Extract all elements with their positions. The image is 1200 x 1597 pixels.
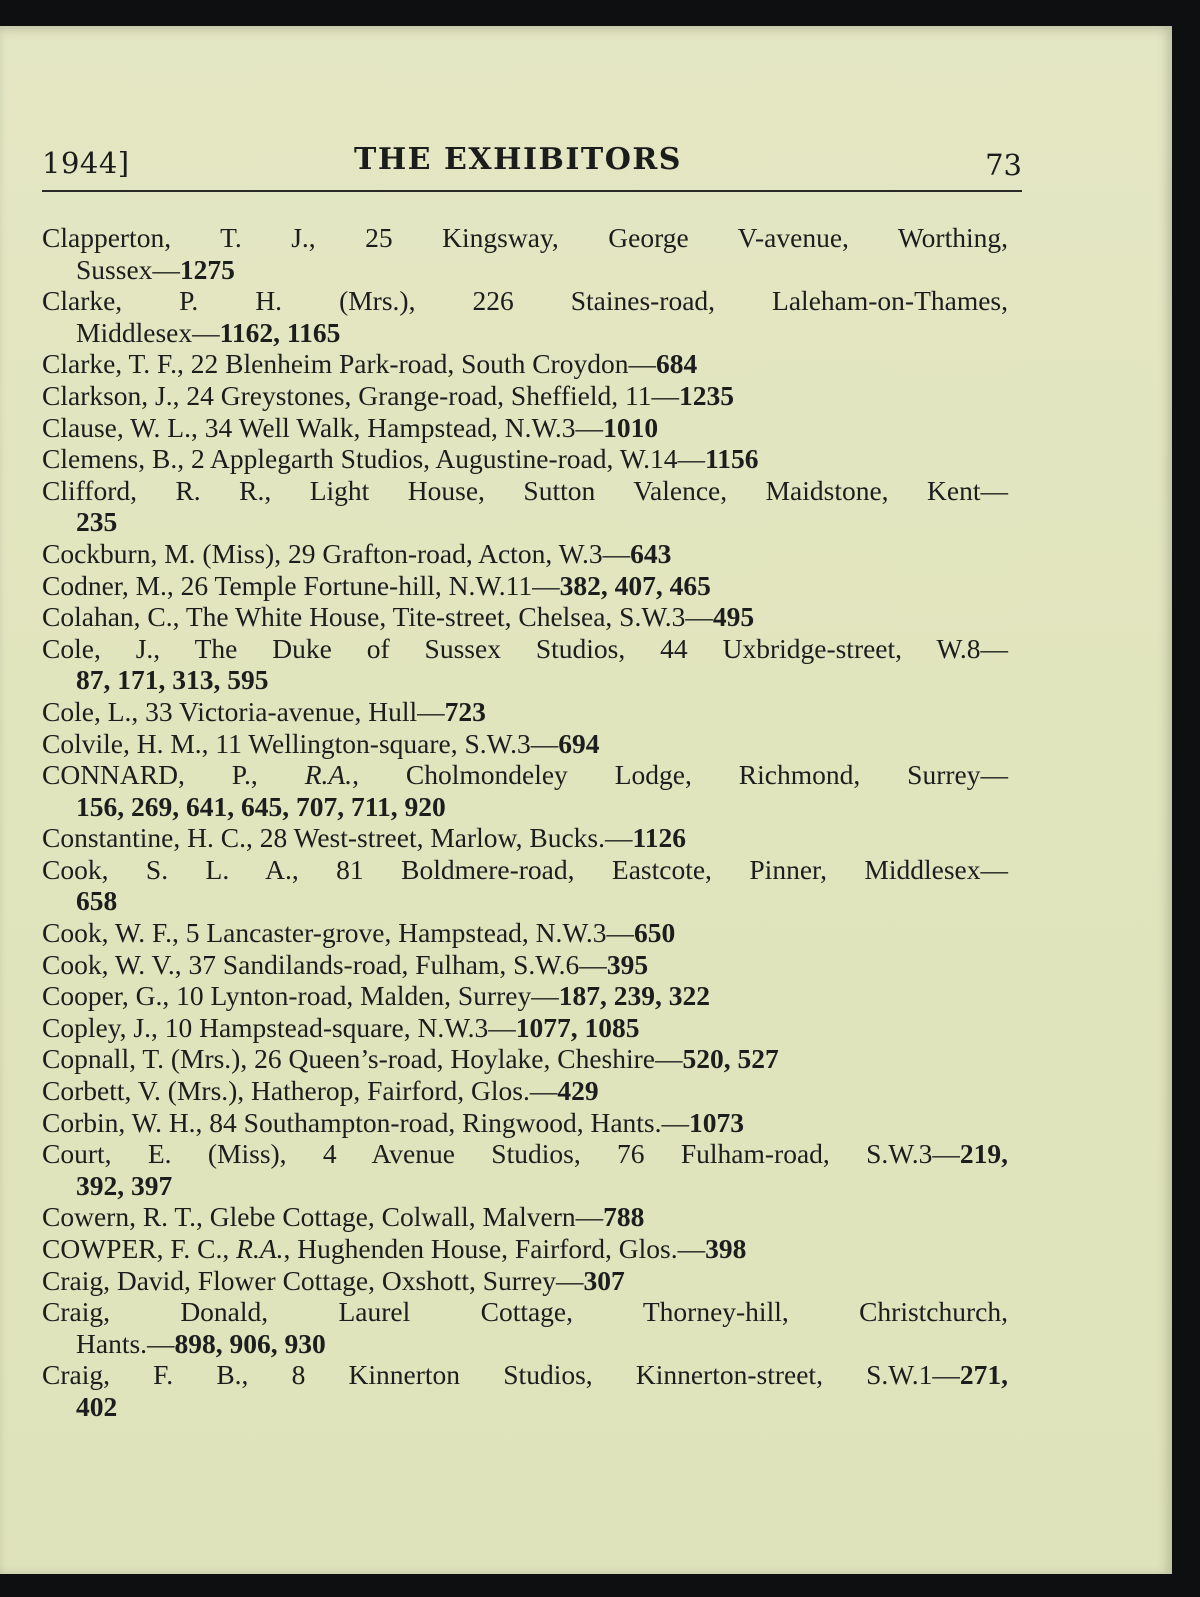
page-header <box>42 142 1022 182</box>
entry-text: COWPER, F. C., <box>42 1233 237 1264</box>
entry-text: Colahan, C., The White House, Tite-street, Chelsea, S.W.3— <box>42 601 713 633</box>
entry-line <box>42 1233 1032 1265</box>
exhibit-numbers: 187, 239, 322 <box>558 980 710 1012</box>
exhibitor-entry <box>42 570 1032 602</box>
entry-text: , Hughenden House, Fairford, Glos.— <box>283 1233 706 1264</box>
entry-text: Cole, J., The Duke of Sussex Studios, 44 Uxbridge-street, W.8— <box>42 632 1008 664</box>
entry-line <box>42 380 1032 412</box>
exhibitor-entry <box>42 759 1032 822</box>
entry-line <box>42 538 1032 570</box>
entry-line <box>42 854 1008 886</box>
exhibitor-entry <box>42 601 1032 633</box>
exhibitor-entry <box>42 728 1032 760</box>
entry-text: Clifford, R. R., Light House, Sutton Valence, Maidstone, Kent— <box>42 474 1008 506</box>
entry-line <box>42 759 1008 791</box>
entry-line <box>42 696 1032 728</box>
entry-text: Cook, W. V., 37 Sandilands-road, Fulham, S.W.6— <box>42 948 607 980</box>
exhibitor-entry <box>42 380 1032 412</box>
entry-text: Hants.— <box>76 1327 175 1359</box>
exhibit-numbers: 395 <box>606 948 649 980</box>
entry-text: Cook, S. L. A., 81 Boldmere-road, Eastcote, Pinner, Middlesex— <box>42 853 1008 885</box>
entry-text: Clause, W. L., 34 Well Walk, Hampstead, N.W.3— <box>42 411 604 443</box>
exhibitor-entry <box>42 633 1032 696</box>
entry-continuation <box>42 885 1032 917</box>
exhibitor-entry <box>42 475 1032 538</box>
entry-line <box>42 917 1032 949</box>
entry-line <box>42 443 1032 475</box>
entry-line <box>42 601 1032 633</box>
entry-continuation <box>42 506 1032 538</box>
exhibitor-entry <box>42 917 1032 949</box>
entry-continuation <box>42 1391 1032 1423</box>
exhibit-numbers: 495 <box>712 601 755 633</box>
exhibit-numbers: 1275 <box>179 253 235 285</box>
entry-honour: R.A. <box>236 1233 284 1264</box>
entry-text: Clarke, P. H. (Mrs.), 226 Staines-road, Laleham-on-Thames, <box>42 285 1008 317</box>
exhibit-numbers: 1235 <box>678 379 734 411</box>
exhibit-numbers: 156, 269, 641, 645, 707, 711, 920 <box>76 790 446 822</box>
entry-line <box>42 633 1008 665</box>
exhibit-numbers: 723 <box>444 695 486 727</box>
exhibitor-entry <box>42 1043 1032 1075</box>
entry-line <box>42 1359 1008 1391</box>
exhibit-numbers: 520, 527 <box>682 1043 779 1075</box>
exhibit-numbers: 307 <box>583 1264 625 1296</box>
entry-text: Sussex— <box>76 253 180 285</box>
page-title: THE EXHIBITORS <box>354 142 682 177</box>
exhibitor-entry <box>42 822 1032 854</box>
exhibit-numbers: 402 <box>76 1390 118 1422</box>
exhibit-numbers: 1156 <box>705 443 759 475</box>
entry-continuation <box>42 791 1032 823</box>
entry-line <box>42 1012 1032 1044</box>
entry-line <box>42 348 1032 380</box>
entry-line <box>42 570 1032 602</box>
entry-honour: R.A. <box>304 759 353 791</box>
entry-text: Corbett, V. (Mrs.), Hatherop, Fairford, Glos.— <box>42 1075 558 1107</box>
exhibit-numbers: 684 <box>655 348 698 380</box>
exhibitor-entry <box>42 1296 1032 1359</box>
entry-line <box>42 1075 1032 1107</box>
exhibit-numbers: 398 <box>705 1233 747 1264</box>
entry-text: Court, E. (Miss), 4 Avenue Studios, 76 Fulham-road, S.W.3— <box>42 1138 960 1170</box>
exhibitor-entry <box>42 1265 1032 1297</box>
entry-line <box>42 222 1008 254</box>
exhibitor-entry <box>42 285 1032 348</box>
entry-text: Clemens, B., 2 Applegarth Studios, Augustine-road, W.14— <box>42 443 706 475</box>
entry-line <box>42 1201 1032 1233</box>
entry-line <box>42 1296 1008 1328</box>
exhibitor-entry <box>42 1075 1032 1107</box>
exhibitor-entry <box>42 412 1032 444</box>
entry-text: Cook, W. F., 5 Lancaster-grove, Hampstead, N.W.3— <box>42 917 634 949</box>
entry-text: Constantine, H. C., 28 West-street, Marlow, Bucks.— <box>42 822 633 854</box>
exhibit-numbers: 1162, 1165 <box>219 316 341 348</box>
header-rule <box>42 190 1022 192</box>
exhibitor-entry <box>42 443 1032 475</box>
exhibitor-entry <box>42 1201 1032 1233</box>
exhibitor-entry <box>42 348 1032 380</box>
exhibit-numbers: 219, <box>959 1138 1008 1170</box>
exhibitor-entry <box>42 1138 1032 1201</box>
entry-text: Codner, M., 26 Temple Fortune-hill, N.W.11— <box>42 569 560 601</box>
exhibit-numbers: 898, 906, 930 <box>174 1327 326 1359</box>
entry-text: Middlesex— <box>76 316 220 348</box>
entry-line <box>42 1043 1032 1075</box>
entry-line <box>42 949 1032 981</box>
exhibit-numbers: 429 <box>557 1075 599 1107</box>
entry-text: Cockburn, M. (Miss), 29 Grafton-road, Acton, W.3— <box>42 537 631 569</box>
exhibit-numbers: 1126 <box>632 822 686 854</box>
entry-line <box>42 412 1032 444</box>
exhibit-numbers: 87, 171, 313, 595 <box>76 664 269 696</box>
entry-line <box>42 728 1032 760</box>
exhibitor-entry <box>42 949 1032 981</box>
exhibit-numbers: 643 <box>630 537 672 569</box>
exhibit-numbers: 271, <box>959 1359 1008 1391</box>
entry-continuation <box>42 1170 1032 1202</box>
entry-text: , Cholmondeley Lodge, Richmond, Surrey— <box>352 759 1008 791</box>
exhibitor-entry <box>42 1359 1032 1422</box>
entry-line <box>42 285 1008 317</box>
exhibit-numbers: 694 <box>558 727 600 759</box>
exhibitor-entry <box>42 222 1032 285</box>
entry-line <box>42 980 1032 1012</box>
entry-continuation <box>42 664 1032 696</box>
exhibit-numbers: 1073 <box>689 1106 745 1138</box>
entry-line <box>42 822 1032 854</box>
exhibitor-list <box>42 222 1032 1423</box>
entry-text: Cole, L., 33 Victoria-avenue, Hull— <box>42 695 445 727</box>
entry-text: Cooper, G., 10 Lynton-road, Malden, Surrey— <box>42 980 559 1012</box>
exhibitor-entry <box>42 980 1032 1012</box>
entry-continuation <box>42 1328 1032 1360</box>
exhibitor-entry <box>42 1012 1032 1044</box>
entry-text: Craig, David, Flower Cottage, Oxshott, Surrey— <box>42 1264 584 1296</box>
entry-line <box>42 1107 1032 1139</box>
entry-continuation <box>42 317 1032 349</box>
entry-text: CONNARD, P., <box>42 759 305 791</box>
page-number: 73 <box>985 148 1022 182</box>
entry-text: Colvile, H. M., 11 Wellington-square, S.W.3— <box>42 727 559 759</box>
exhibitor-entry <box>42 1107 1032 1139</box>
exhibit-numbers: 392, 397 <box>76 1169 173 1201</box>
exhibitor-entry <box>42 854 1032 917</box>
entry-text: Clarke, T. F., 22 Blenheim Park-road, South Croydon— <box>42 348 656 380</box>
entry-text: Clarkson, J., 24 Greystones, Grange-road, Sheffield, 11— <box>42 379 679 411</box>
entry-text: Craig, F. B., 8 Kinnerton Studios, Kinnerton-street, S.W.1— <box>42 1359 960 1391</box>
exhibit-numbers: 382, 407, 465 <box>559 569 711 601</box>
exhibitor-entry <box>42 696 1032 728</box>
exhibit-numbers: 658 <box>76 885 118 917</box>
entry-text: Copley, J., 10 Hampstead-square, N.W.3— <box>42 1011 516 1043</box>
exhibit-numbers: 235 <box>76 506 118 538</box>
entry-continuation <box>42 254 1032 286</box>
entry-text: Copnall, T. (Mrs.), 26 Queen’s-road, Hoylake, Cheshire— <box>42 1043 683 1075</box>
entry-text: Cowern, R. T., Glebe Cottage, Colwall, Malvern— <box>42 1201 604 1233</box>
entry-text: Clapperton, T. J., 25 Kingsway, George V-avenue, Worthing, <box>42 222 1008 253</box>
entry-text: Craig, Donald, Laurel Cottage, Thorney-hill, Christchurch, <box>42 1296 1008 1328</box>
entry-text: Corbin, W. H., 84 Southampton-road, Ringwood, Hants.— <box>42 1106 690 1138</box>
exhibitor-entry <box>42 538 1032 570</box>
entry-line <box>42 1265 1032 1297</box>
header-year: 1944] <box>42 146 130 180</box>
exhibit-numbers: 1010 <box>603 411 659 443</box>
exhibitor-entry <box>42 1233 1032 1265</box>
exhibit-numbers: 650 <box>633 917 676 949</box>
entry-line <box>42 1138 1008 1170</box>
exhibit-numbers: 788 <box>603 1201 645 1233</box>
entry-line <box>42 475 1008 507</box>
exhibit-numbers: 1077, 1085 <box>515 1011 640 1043</box>
